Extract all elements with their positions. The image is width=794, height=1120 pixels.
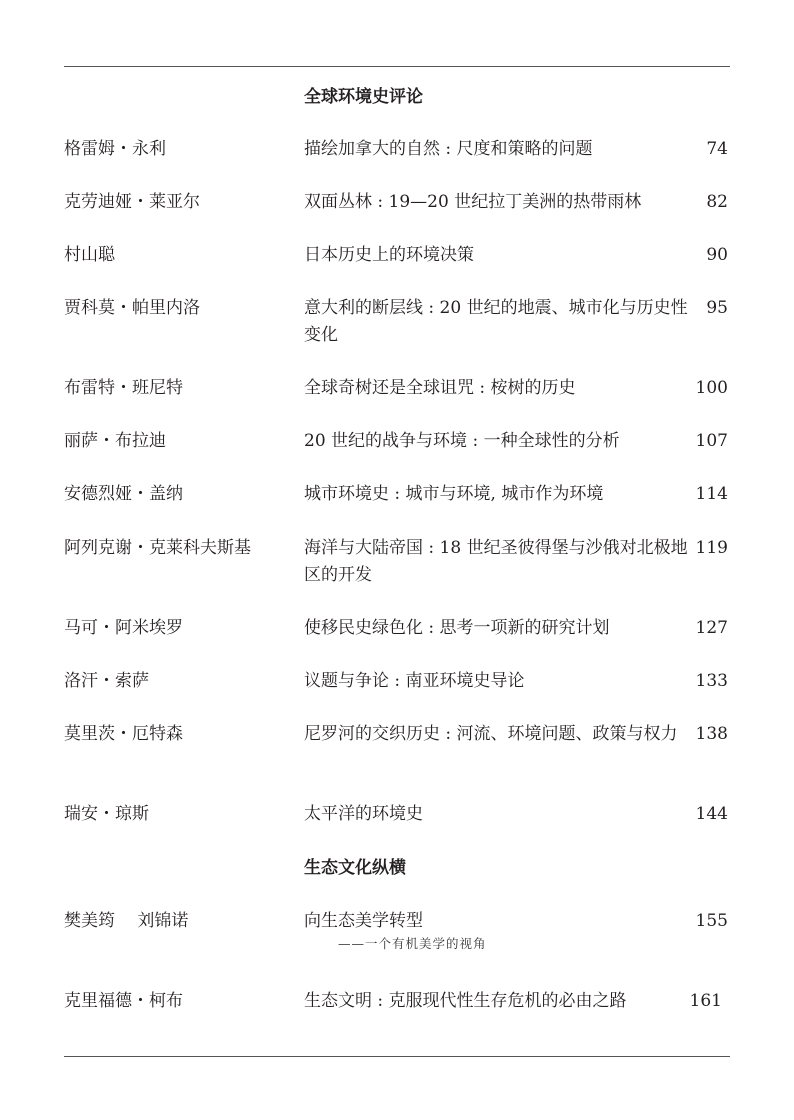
entry-page-number: 161 [689,991,722,1011]
entry-title: 向生态美学转型 ——一个有机美学的视角 [304,908,696,953]
entry-author: 洛汗・索萨 [64,671,149,691]
bottom-rule [64,1056,730,1057]
entry-title: 议题与争论 : 南亚环境史导论 [304,671,525,691]
entry-title: 双面丛林 : 19—20 世纪拉丁美洲的热带雨林 [304,192,642,212]
entry-author: 马可・阿米埃罗 [64,618,183,638]
entry-page-number: 82 [706,192,728,212]
entry-page-number: 90 [706,245,728,265]
entry-title: 使移民史绿色化 : 思考一项新的研究计划 [304,618,610,638]
entry-title: 日本历史上的环境决策 [304,245,474,265]
entry-author: 克劳迪娅・莱亚尔 [64,192,200,212]
entry-title: 太平洋的环境史 [304,804,423,824]
entry-author: 布雷特・班尼特 [64,378,183,398]
entry-title: 20 世纪的战争与环境 : 一种全球性的分析 [304,431,620,451]
entry-page-number: 95 [706,298,728,318]
entry-title: 全球奇树还是全球诅咒 : 桉树的历史 [304,378,576,398]
entry-author: 莫里茨・厄特森 [64,724,183,744]
entry-author: 格雷姆・永利 [64,139,166,159]
entry-page-number: 138 [695,724,728,744]
entry-author: 樊美筠 刘锦诺 [64,911,189,931]
entry-page-number: 107 [695,431,728,451]
entry-page-number: 133 [695,671,728,691]
section-title: 生态文化纵横 [304,858,406,878]
entry-author: 阿列克谢・克莱科夫斯基 [64,538,251,558]
entry-page-number: 155 [695,911,728,931]
entry-title: 城市环境史 : 城市与环境, 城市作为环境 [304,484,604,504]
entry-page-number: 100 [695,378,728,398]
entry-title: 海洋与大陆帝国 : 18 世纪圣彼得堡与沙俄对北极地区的开发 [304,538,688,585]
section-title: 全球环境史评论 [304,87,423,107]
entry-page-number: 114 [695,484,728,504]
entry-title: 生态文明 : 克服现代性生存危机的必由之路 [304,991,627,1011]
entry-author: 克里福德・柯布 [64,991,183,1011]
entry-subtitle: ——一个有机美学的视角 [338,936,487,951]
entry-page-number: 74 [706,139,728,159]
entry-page-number: 144 [695,804,728,824]
entry-author: 安德烈娅・盖纳 [64,484,183,504]
entry-title: 描绘加拿大的自然 : 尺度和策略的问题 [304,139,593,159]
entry-page-number: 119 [695,538,728,558]
entry-author: 瑞安・琼斯 [64,804,149,824]
entry-author: 村山聪 [64,245,115,265]
entry-author: 贾科莫・帕里内洛 [64,298,200,318]
entry-page-number: 127 [695,618,728,638]
entry-author: 丽萨・布拉迪 [64,431,166,451]
entry-title: 意大利的断层线 : 20 世纪的地震、城市化与历史性变化 [304,298,688,345]
entry-title: 尼罗河的交织历史 : 河流、环境问题、政策与权力 [304,724,678,744]
